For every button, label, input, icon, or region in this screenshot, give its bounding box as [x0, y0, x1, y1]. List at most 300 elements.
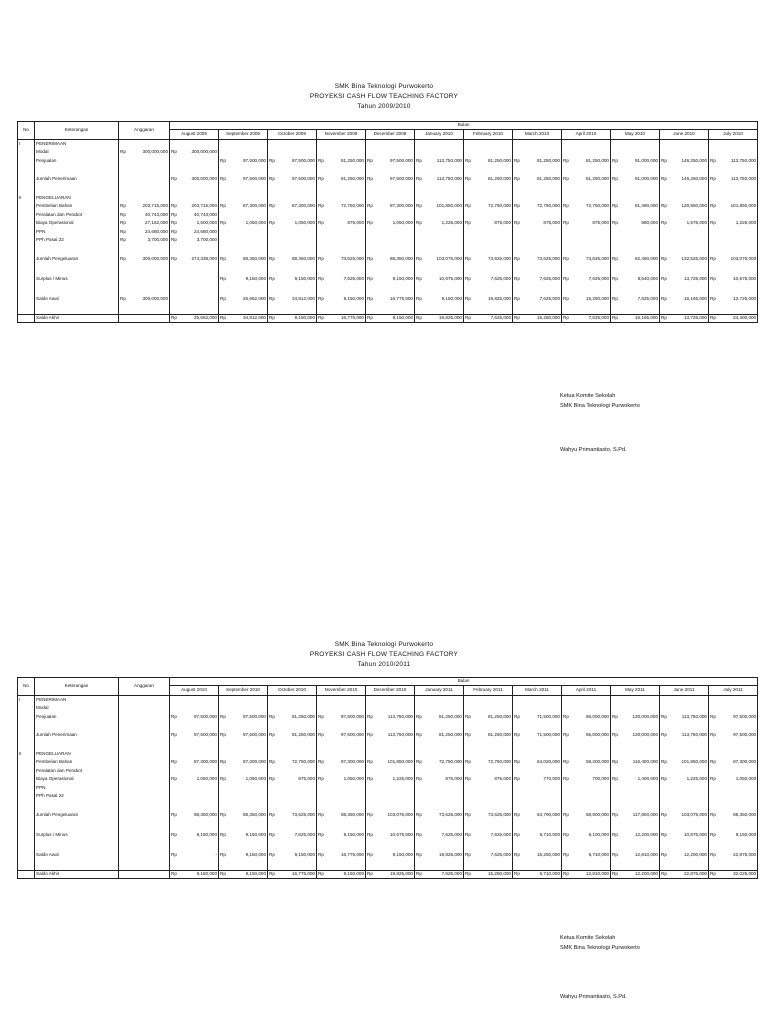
month-header: December 2009: [366, 130, 415, 140]
currency-label: Rp: [269, 275, 275, 281]
anggaran-value: 3,700,000: [147, 236, 168, 242]
cell-value: 6,100,000: [588, 831, 609, 837]
month-value-cell: [464, 740, 513, 750]
month-value-cell: [268, 722, 317, 730]
cell-value: 9,150,000: [245, 275, 266, 281]
currency-label: Rp: [171, 776, 177, 782]
month-value-cell: [317, 202, 366, 211]
anggaran-cell: [119, 140, 170, 149]
currency-label: Rp: [514, 731, 520, 737]
anggaran-cell: [119, 758, 170, 767]
month-value-cell: [268, 294, 317, 304]
row-number: [18, 722, 35, 730]
cell-value: 103,075,000: [436, 255, 462, 261]
month-value-cell: [464, 284, 513, 294]
currency-label: Rp: [220, 871, 226, 877]
month-value-cell: [513, 810, 562, 820]
cell-value: 97,500,000: [341, 731, 364, 737]
month-value-cell: [464, 704, 513, 712]
cell-value: 1,050,000: [392, 220, 413, 226]
month-value-cell: [170, 304, 219, 315]
month-value-cell: [268, 254, 317, 264]
month-value-cell: [219, 740, 268, 750]
month-value-cell: [611, 840, 660, 850]
cell-value: 97,500,000: [733, 731, 757, 737]
anggaran-cell: [119, 810, 170, 820]
currency-label: Rp: [120, 295, 126, 301]
month-value-cell: [611, 730, 660, 740]
month-value-cell: [268, 156, 317, 166]
month-value-cell: [170, 696, 219, 705]
month-value-cell: [415, 202, 464, 211]
month-value-cell: [660, 304, 709, 315]
month-value-cell: [219, 767, 268, 775]
table-row: [18, 294, 758, 304]
cell-value: 25,662,000: [243, 295, 266, 301]
table-row: [18, 166, 758, 174]
currency-label: Rp: [171, 175, 177, 181]
currency-label: Rp: [367, 220, 373, 226]
currency-label: Rp: [318, 851, 324, 857]
currency-label: Rp: [661, 713, 667, 719]
doc2-school-name: SMK Bina Teknologi Purwokerto: [334, 641, 434, 648]
currency-label: Rp: [710, 157, 716, 163]
month-value-cell: [611, 860, 660, 871]
currency-label: Rp: [318, 713, 324, 719]
row-number: [18, 219, 35, 228]
cell-value: 81,250,000: [537, 175, 560, 181]
row-number: [18, 704, 35, 712]
month-value-cell: [366, 211, 415, 219]
month-value-cell: [513, 228, 562, 236]
cell-value: 15,250,000: [537, 315, 560, 321]
currency-label: Rp: [465, 713, 471, 719]
currency-label: Rp: [367, 759, 373, 765]
cell-value: 16,775,000: [292, 871, 315, 877]
month-value-cell: [366, 254, 415, 264]
month-value-cell: [170, 148, 219, 156]
currency-label: Rp: [416, 759, 422, 765]
table-row: [18, 219, 758, 228]
month-value-cell: [464, 758, 513, 767]
month-value-cell: [562, 264, 611, 274]
currency-label: Rp: [171, 713, 177, 719]
doc1-report-name: PROYEKSI CASH FLOW TEACHING FACTORY: [309, 93, 459, 100]
currency-label: Rp: [514, 811, 520, 817]
row-label: PPN: [35, 784, 119, 792]
month-value-cell: [366, 830, 415, 840]
month-value-cell: [317, 740, 366, 750]
month-value-cell: [317, 274, 366, 284]
month-value-cell: [219, 219, 268, 228]
doc1-school-name: SMK Bina Teknologi Purwokerto: [334, 83, 434, 90]
col-bulan-header: Bulan: [170, 122, 758, 130]
cell-value: 97,500,000: [733, 713, 757, 719]
month-value-cell: [464, 228, 513, 236]
anggaran-value: 203,715,000: [142, 203, 168, 209]
month-value-cell: [415, 194, 464, 202]
month-value-cell: [513, 871, 562, 879]
month-value-cell: [660, 244, 709, 254]
month-value-cell: [415, 315, 464, 323]
anggaran-cell: [119, 850, 170, 860]
month-value-cell: [268, 840, 317, 850]
month-value-cell: [415, 264, 464, 274]
month-value-cell: [611, 775, 660, 784]
month-value-cell: [415, 254, 464, 264]
month-value-cell: [464, 730, 513, 740]
anggaran-cell: [119, 871, 170, 879]
currency-label: Rp: [661, 203, 667, 209]
month-value-cell: [268, 820, 317, 830]
currency-label: Rp: [465, 175, 471, 181]
currency-label: Rp: [120, 203, 126, 209]
month-value-cell: [513, 840, 562, 850]
month-value-cell: [268, 202, 317, 211]
month-value-cell: [219, 758, 268, 767]
table-row: [18, 840, 758, 850]
anggaran-cell: [119, 174, 170, 184]
table-row: [18, 236, 758, 244]
cell-value: 97,500,000: [243, 157, 266, 163]
month-value-cell: [317, 792, 366, 800]
row-number: [18, 784, 35, 792]
table-row: [18, 820, 758, 830]
cell-value: 10,675,000: [733, 275, 757, 281]
table-row: [18, 148, 758, 156]
currency-label: Rp: [465, 776, 471, 782]
table-row: [18, 712, 758, 722]
cell-value: 113,750,000: [387, 713, 413, 719]
month-value-cell: [464, 696, 513, 705]
row-label: Saldo Awal: [35, 850, 119, 860]
month-value-cell: [415, 696, 464, 705]
month-value-cell: [562, 775, 611, 784]
table-row: [18, 740, 758, 750]
month-value-cell: [268, 184, 317, 194]
currency-label: Rp: [269, 315, 275, 321]
row-label: [35, 740, 119, 750]
row-number: [18, 148, 35, 156]
month-value-cell: [660, 194, 709, 202]
currency-label: Rp: [661, 157, 667, 163]
anggaran-cell: [119, 304, 170, 315]
anggaran-cell: [119, 294, 170, 304]
month-value-cell: [709, 730, 758, 740]
month-value-cell: [366, 174, 415, 184]
cell-value: 16,165,000: [635, 315, 658, 321]
currency-label: Rp: [563, 713, 569, 719]
row-number: [18, 174, 35, 184]
cell-value: 113,750,000: [730, 175, 757, 181]
month-value-cell: [219, 696, 268, 705]
month-value-cell: [709, 254, 758, 264]
month-value-cell: [366, 767, 415, 775]
cell-value: 81,250,000: [292, 713, 315, 719]
table-row: [18, 184, 758, 194]
cell-value: 81,250,000: [341, 175, 364, 181]
month-value-cell: [366, 166, 415, 174]
month-value-cell: [317, 284, 366, 294]
currency-label: Rp: [710, 831, 716, 837]
cell-value: 97,500,000: [194, 731, 217, 737]
cell-value: 34,812,000: [243, 315, 266, 321]
month-value-cell: [611, 140, 660, 149]
month-value-cell: [219, 722, 268, 730]
currency-label: Rp: [563, 831, 569, 837]
month-value-cell: [464, 274, 513, 284]
table-row: [18, 696, 758, 705]
month-value-cell: [219, 284, 268, 294]
row-number: [18, 792, 35, 800]
month-value-cell: [219, 840, 268, 850]
month-value-cell: [268, 792, 317, 800]
cell-value: 88,350,000: [341, 811, 364, 817]
month-value-cell: [709, 850, 758, 860]
month-value-cell: [562, 860, 611, 871]
cell-value: 113,750,000: [436, 157, 462, 163]
cell-value: 65,000,000: [586, 713, 609, 719]
currency-label: Rp: [367, 811, 373, 817]
currency-label: Rp: [661, 220, 667, 226]
anggaran-cell: [119, 775, 170, 784]
currency-label: Rp: [514, 220, 520, 226]
month-value-cell: [513, 850, 562, 860]
cell-value: 116,400,000: [632, 759, 658, 765]
row-label: Biaya Operasional: [35, 219, 119, 228]
anggaran-cell: [119, 194, 170, 202]
cell-value: 73,625,000: [292, 811, 315, 817]
cell-value: 101,850,000: [730, 203, 757, 209]
currency-label: Rp: [120, 211, 126, 217]
currency-label: Rp: [367, 255, 373, 261]
cell-value: 87,300,000: [390, 203, 413, 209]
cell-value: 130,000,000: [632, 713, 658, 719]
month-value-cell: [709, 244, 758, 254]
cell-value: 64,790,000: [537, 811, 560, 817]
currency-label: Rp: [269, 713, 275, 719]
month-value-cell: [660, 704, 709, 712]
row-number: [18, 740, 35, 750]
month-value-cell: [562, 148, 611, 156]
month-value-cell: [317, 800, 366, 810]
currency-label: Rp: [171, 811, 177, 817]
month-value-cell: [464, 211, 513, 219]
month-value-cell: [611, 820, 660, 830]
table-row: [18, 211, 758, 219]
cell-value: 88,350,000: [292, 255, 315, 261]
month-value-cell: [709, 211, 758, 219]
cell-value: 875,000: [494, 776, 511, 782]
month-value-cell: [219, 184, 268, 194]
cell-value: 71,500,000: [537, 713, 560, 719]
month-value-cell: [660, 730, 709, 740]
col-keterangan-header: Keterangan: [35, 122, 119, 140]
month-value-cell: [464, 140, 513, 149]
anggaran-value: 27,162,000: [145, 220, 168, 226]
cell-value: 81,250,000: [439, 713, 462, 719]
signature-name: Wahyu Primantiasto, S.Pd.: [560, 994, 627, 1000]
month-value-cell: [268, 228, 317, 236]
cell-value: 15,250,000: [488, 871, 511, 877]
month-value-cell: [317, 767, 366, 775]
currency-label: Rp: [120, 236, 126, 242]
month-value-cell: [415, 830, 464, 840]
currency-label: Rp: [661, 776, 667, 782]
row-number: [18, 184, 35, 194]
month-value-cell: [219, 792, 268, 800]
cell-value: 73,625,000: [586, 255, 609, 261]
month-header: June 2010: [660, 130, 709, 140]
month-value-cell: [464, 166, 513, 174]
month-header: March 2010: [513, 130, 562, 140]
row-label: Modal: [35, 704, 119, 712]
month-value-cell: [415, 722, 464, 730]
currency-label: Rp: [465, 759, 471, 765]
month-header: March 2011: [513, 686, 562, 696]
cell-value: 87,300,000: [243, 203, 266, 209]
month-value-cell: [513, 830, 562, 840]
currency-label: Rp: [367, 157, 373, 163]
month-value-cell: [415, 712, 464, 722]
currency-label: Rp: [367, 315, 373, 321]
anggaran-value: 300,000,000: [142, 255, 168, 261]
month-value-cell: [513, 758, 562, 767]
cell-value: 1,050,000: [245, 220, 266, 226]
month-value-cell: [366, 184, 415, 194]
signature-school: SMK Bina Teknologi Purwokerto: [560, 944, 640, 951]
month-value-cell: [219, 784, 268, 792]
month-value-cell: [660, 315, 709, 323]
cell-value: 19,825,000: [390, 871, 413, 877]
month-value-cell: [219, 254, 268, 264]
cell-value: 72,750,000: [341, 203, 364, 209]
month-value-cell: [170, 174, 219, 184]
month-value-cell: [170, 202, 219, 211]
cell-value: 130,950,000: [681, 203, 707, 209]
currency-label: Rp: [220, 811, 226, 817]
month-value-cell: [268, 800, 317, 810]
month-value-cell: [317, 254, 366, 264]
currency-label: Rp: [710, 713, 716, 719]
currency-label: Rp: [171, 236, 177, 242]
cell-value: 113,750,000: [387, 731, 413, 737]
month-value-cell: [562, 800, 611, 810]
month-value-cell: [611, 740, 660, 750]
currency-label: Rp: [120, 220, 126, 226]
table-row: [18, 750, 758, 758]
month-value-cell: [219, 294, 268, 304]
month-value-cell: [415, 800, 464, 810]
month-value-cell: [464, 722, 513, 730]
currency-label: Rp: [318, 776, 324, 782]
cell-value: 9,150,000: [245, 871, 266, 877]
currency-label: Rp: [416, 295, 422, 301]
month-value-cell: [709, 810, 758, 820]
cell-value: 6,710,000: [539, 831, 560, 837]
month-value-cell: [170, 792, 219, 800]
row-number: [18, 840, 35, 850]
cell-value: 1,500,000: [196, 220, 217, 226]
cell-value: 13,725,000: [684, 315, 707, 321]
month-value-cell: [366, 202, 415, 211]
month-value-cell: [317, 236, 366, 244]
month-value-cell: [562, 211, 611, 219]
table-row: [18, 792, 758, 800]
currency-label: Rp: [710, 203, 716, 209]
currency-label: Rp: [612, 811, 618, 817]
month-value-cell: [170, 830, 219, 840]
currency-label: Rp: [269, 220, 275, 226]
month-value-cell: [709, 784, 758, 792]
currency-label: Rp: [661, 731, 667, 737]
month-value-cell: [513, 792, 562, 800]
month-value-cell: [660, 219, 709, 228]
currency-label: Rp: [612, 851, 618, 857]
currency-label: Rp: [661, 275, 667, 281]
month-value-cell: [219, 244, 268, 254]
month-value-cell: [268, 304, 317, 315]
cell-value: 3,700,000: [196, 236, 217, 242]
month-value-cell: [709, 284, 758, 294]
currency-label: Rp: [612, 220, 618, 226]
month-value-cell: [611, 750, 660, 758]
cell-value: 875,000: [592, 220, 609, 226]
cell-value: 875,000: [445, 776, 462, 782]
month-value-cell: [268, 810, 317, 820]
month-value-cell: [513, 304, 562, 315]
cell-value: 9,150,000: [196, 831, 217, 837]
currency-label: Rp: [416, 776, 422, 782]
cell-value: 64,020,000: [537, 759, 560, 765]
month-header: September 2010: [219, 686, 268, 696]
currency-label: Rp: [220, 255, 226, 261]
doc1-cashflow-table: [17, 121, 758, 323]
cell-value: 81,250,000: [292, 731, 315, 737]
month-value-cell: [317, 758, 366, 767]
month-value-cell: [366, 800, 415, 810]
month-value-cell: [513, 156, 562, 166]
month-value-cell: [513, 236, 562, 244]
currency-label: Rp: [318, 203, 324, 209]
currency-label: Rp: [514, 831, 520, 837]
currency-label: Rp: [269, 851, 275, 857]
month-header: August 2010: [170, 686, 219, 696]
row-number: [18, 166, 35, 174]
month-value-cell: [366, 696, 415, 705]
month-value-cell: [268, 219, 317, 228]
row-label: PENGELUARAN: [35, 194, 119, 202]
anggaran-cell: [119, 202, 170, 211]
currency-label: Rp: [563, 315, 569, 321]
table-row: [18, 156, 758, 166]
month-value-cell: [562, 740, 611, 750]
month-value-cell: [415, 775, 464, 784]
row-label: Jumlah Penerimaan: [35, 174, 119, 184]
cell-value: 9,150,000: [392, 275, 413, 281]
currency-label: Rp: [661, 831, 667, 837]
cell-value: 97,500,000: [390, 157, 413, 163]
month-value-cell: [513, 722, 562, 730]
cell-value: 875,000: [347, 220, 364, 226]
currency-label: Rp: [367, 713, 373, 719]
month-value-cell: [268, 166, 317, 174]
currency-label: Rp: [269, 203, 275, 209]
currency-label: Rp: [220, 776, 226, 782]
month-value-cell: [660, 800, 709, 810]
col-anggaran-header: Anggaran: [119, 678, 170, 696]
cell-value: 16,165,000: [684, 295, 707, 301]
